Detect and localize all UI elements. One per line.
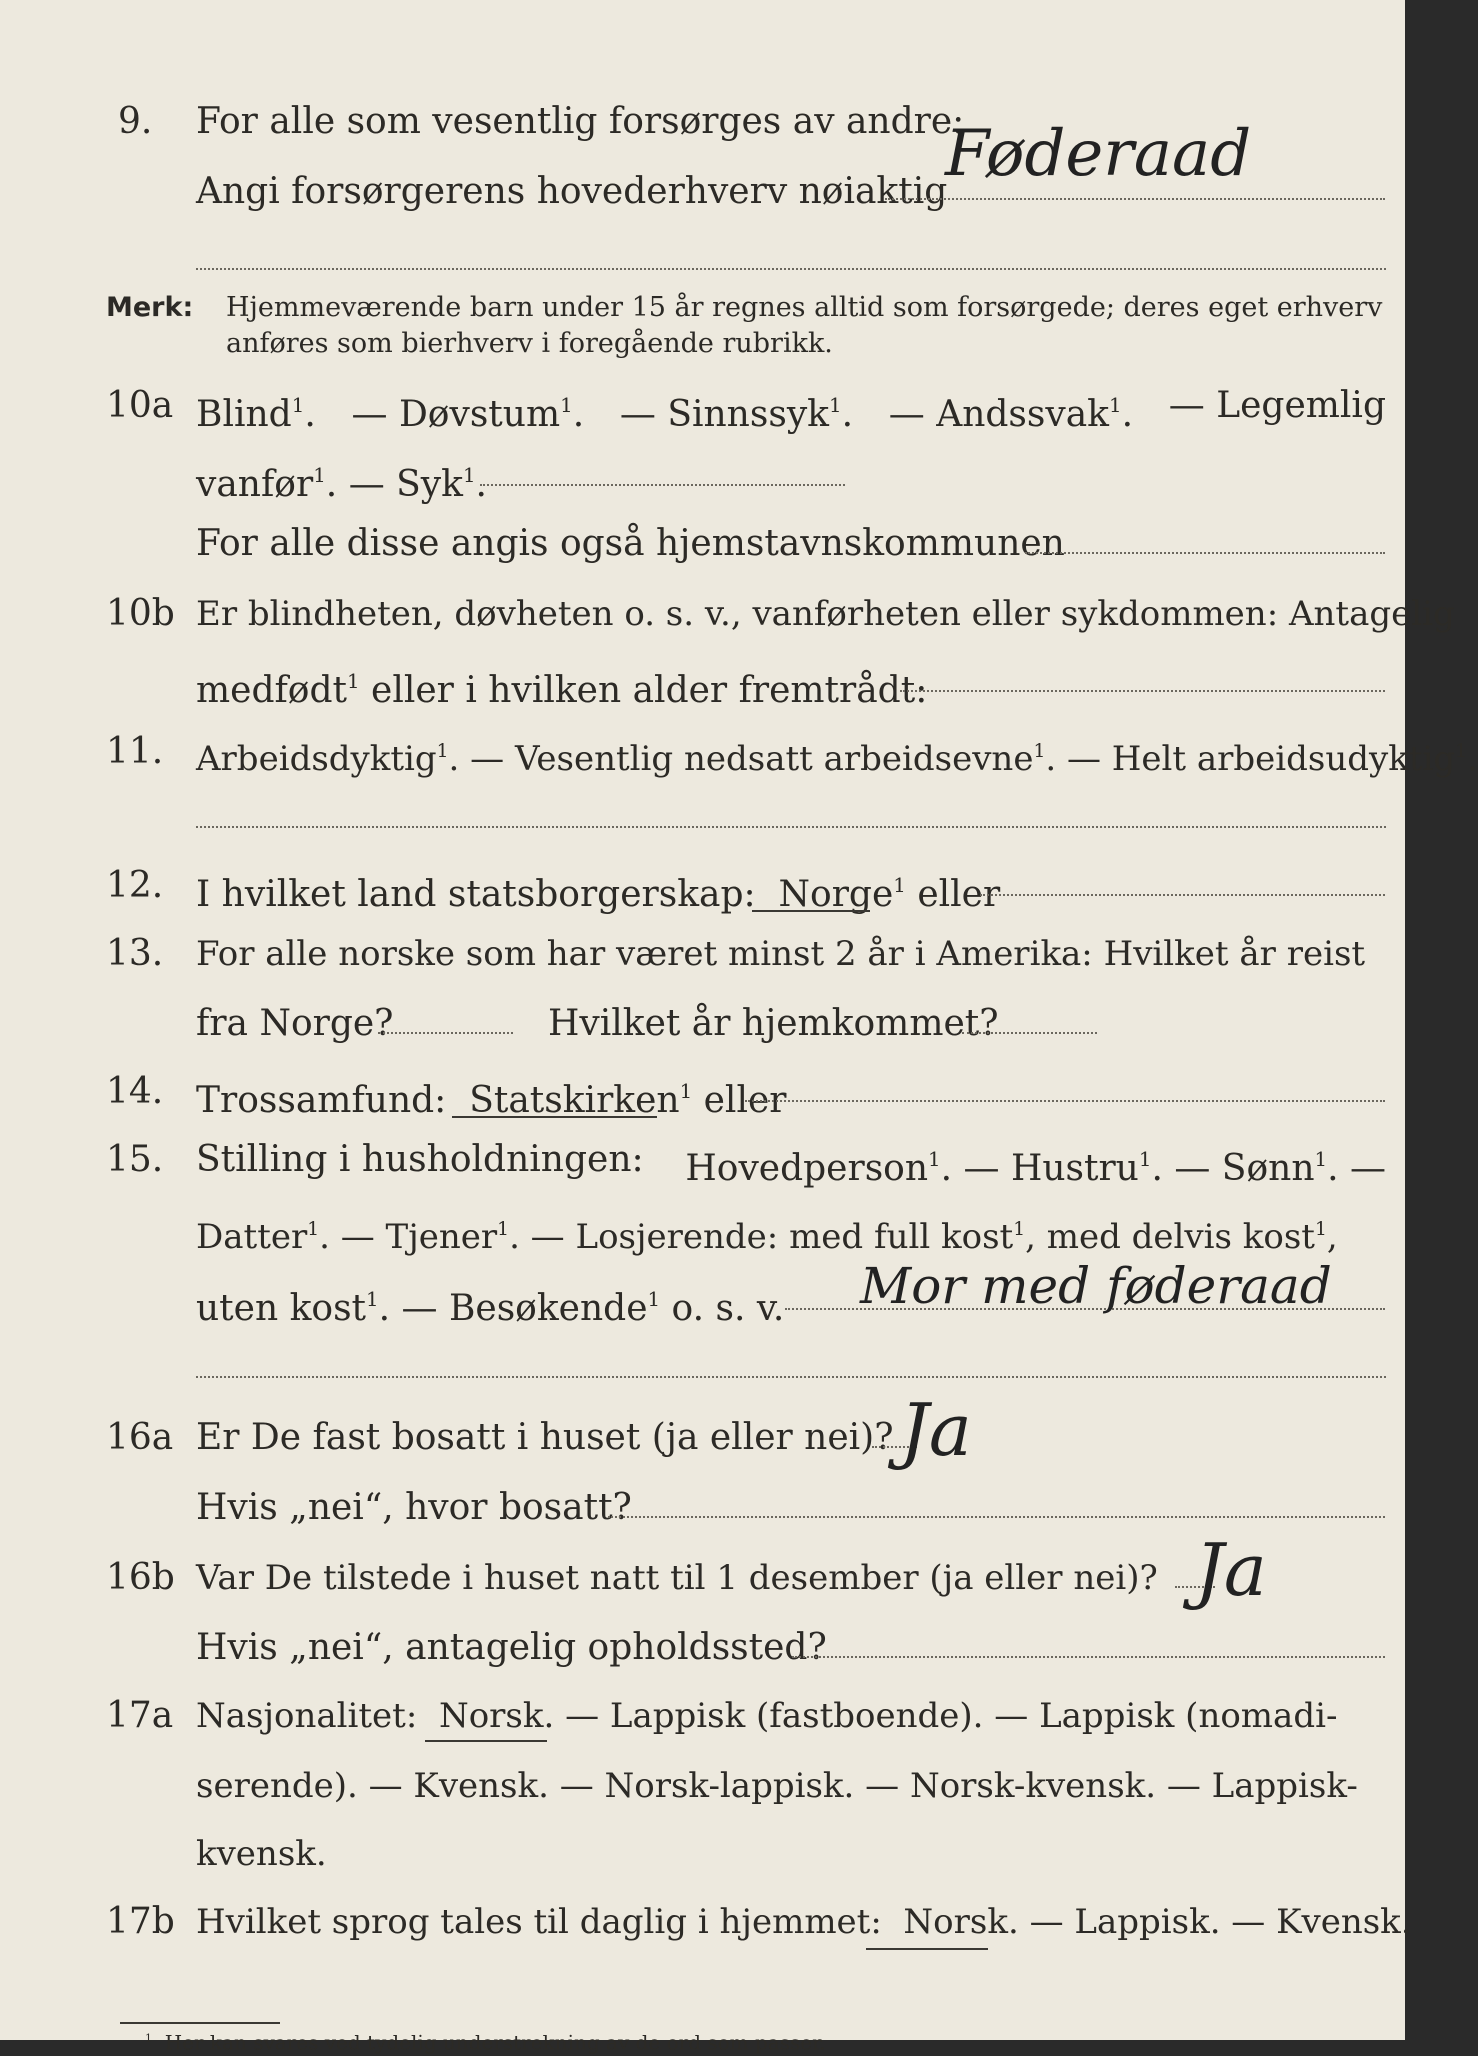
q9-extra-line xyxy=(196,268,1386,270)
q15-number: 15. xyxy=(106,1139,164,1180)
merk-line2: anføres som bierhverv i foregående rubrikk. xyxy=(226,328,833,359)
q12-choice-norge: Norge$^1$ xyxy=(778,873,906,915)
q16b-opholdssted-line xyxy=(792,1656,1385,1658)
q16b-line1: Var De tilstede i huset natt til 1 desember (ja eller nei)? xyxy=(196,1558,1158,1598)
q16b-line2: Hvis „nei“, antagelig opholdssted? xyxy=(196,1627,827,1668)
q16a-line2: Hvis „nei“, hvor bosatt? xyxy=(196,1487,632,1528)
q10a-number: 10a xyxy=(106,385,174,426)
q17a-line2: serende). — Kvensk. — Norsk-lappisk. — Norsk-kvensk. — Lappisk- xyxy=(196,1766,1358,1806)
q13-reist-line xyxy=(378,1032,513,1034)
footnote: $^1$ Her kan svares ved tydelig understrekning av de ord som passer. xyxy=(145,2030,826,2055)
q10a-line3: For alle disse angis også hjemstavnskommunen xyxy=(196,523,1065,564)
q10a-line1 xyxy=(196,384,1386,437)
q9-answer-line xyxy=(885,198,1385,200)
option-dovstum: — Døvstum$^1$. xyxy=(351,393,585,435)
q17b-number: 17b xyxy=(106,1901,175,1942)
q14-line: Trossamfund: Statskirken$^1$ eller xyxy=(196,1079,787,1121)
q17b-line: Hvilket sprog tales til daglig i hjemmet: Norsk. — Lappisk. — Kvensk. xyxy=(196,1902,1412,1942)
merk-label: Merk: xyxy=(106,292,194,323)
q16b-number: 16b xyxy=(106,1557,175,1598)
q15-line1: Stilling i husholdningen: Hovedperson$^1$. — Hustru$^1$. — Sønn$^1$. — xyxy=(196,1139,1386,1189)
q11-answer-line xyxy=(196,826,1386,828)
option-sinnssyk: — Sinnssyk$^1$. xyxy=(619,393,854,435)
q13-line2a: fra Norge? xyxy=(196,1003,394,1044)
q15-extra-line xyxy=(196,1376,1386,1378)
q12-answer-line xyxy=(980,894,1385,896)
q10b-line1: Er blindheten, døvheten o. s. v., vanførheten eller sykdommen: Antagelig xyxy=(196,594,1455,634)
q13-number: 13. xyxy=(106,933,164,974)
q10b-number: 10b xyxy=(106,593,175,634)
q11-number: 11. xyxy=(106,731,164,772)
q13-hjemkommet-line xyxy=(962,1032,1097,1034)
q13-line2b: Hvilket år hjemkommet? xyxy=(548,1003,999,1044)
q13-line1: For alle norske som har været minst 2 år i Amerika: Hvilket år reist xyxy=(196,934,1366,974)
q17a-choice-norsk: Norsk. xyxy=(438,1696,555,1736)
q16b-handwritten-answer: Ja xyxy=(1195,1528,1267,1612)
q17a-underline-norsk xyxy=(425,1740,547,1742)
q17b-choice-norsk: Norsk. xyxy=(903,1902,1019,1942)
q9-line1: For alle som vesentlig forsørges av andre: xyxy=(196,101,965,142)
q9-number: 9. xyxy=(118,101,153,142)
q11-line: Arbeidsdyktig$^1$. — Vesentlig nedsatt arbeidsevne$^1$. — Helt arbeidsudyktig$^1$. xyxy=(196,739,1478,780)
q15-line2: Datter$^1$. — Tjener$^1$. — Losjerende: med full kost$^1$, med delvis kost$^1$, xyxy=(196,1217,1338,1258)
q9-handwritten-answer: Føderaad xyxy=(945,117,1252,191)
merk-line1: Hjemmeværende barn under 15 år regnes alltid som forsørgede; deres eget erhverv xyxy=(226,292,1383,323)
q15-line3: uten kost$^1$. — Besøkende$^1$ o. s. v. xyxy=(196,1287,785,1329)
q12-line: I hvilket land statsborgerskap: Norge$^1$ eller xyxy=(196,873,1001,915)
q16a-line1: Er De fast bosatt i huset (ja eller nei)? xyxy=(196,1417,894,1458)
q10a-hjemstavn-line xyxy=(1025,552,1385,554)
option-blind: Blind$^1$. xyxy=(196,393,316,435)
q16a-number: 16a xyxy=(106,1417,174,1458)
q12-underline-norge xyxy=(752,910,870,912)
q16a-bosatt-line xyxy=(608,1516,1385,1518)
q16a-handwritten-answer: Ja xyxy=(900,1388,972,1472)
q10b-line2: medfødt$^1$ eller i hvilken alder fremtrådt: xyxy=(196,669,928,711)
q15-handwritten-answer: Mor med føderaad xyxy=(860,1257,1332,1315)
q10a-syk-line xyxy=(480,484,845,486)
footnote-rule xyxy=(120,2022,280,2024)
q12-number: 12. xyxy=(106,865,164,906)
option-andssvak: — Andssvak$^1$. xyxy=(888,393,1134,435)
q17a-number: 17a xyxy=(106,1695,174,1736)
q9-line2: Angi forsørgerens hovederhverv nøiaktig xyxy=(196,171,948,212)
q17b-underline-norsk xyxy=(866,1948,988,1950)
q17a-line3: kvensk. xyxy=(196,1834,327,1874)
q14-underline-statskirken xyxy=(452,1116,657,1118)
q10a-line2: vanfør$^1$. — Syk$^1$. xyxy=(196,463,487,505)
q14-answer-line xyxy=(745,1100,1385,1102)
option-legemlig: — Legemlig xyxy=(1168,385,1386,426)
q14-choice-statskirken: Statskirken$^1$ xyxy=(469,1079,693,1121)
q17a-line1: Nasjonalitet: Norsk. — Lappisk (fastboende). — Lappisk (nomadi- xyxy=(196,1696,1338,1736)
q14-number: 14. xyxy=(106,1071,164,1112)
q10b-answer-line xyxy=(900,690,1385,692)
